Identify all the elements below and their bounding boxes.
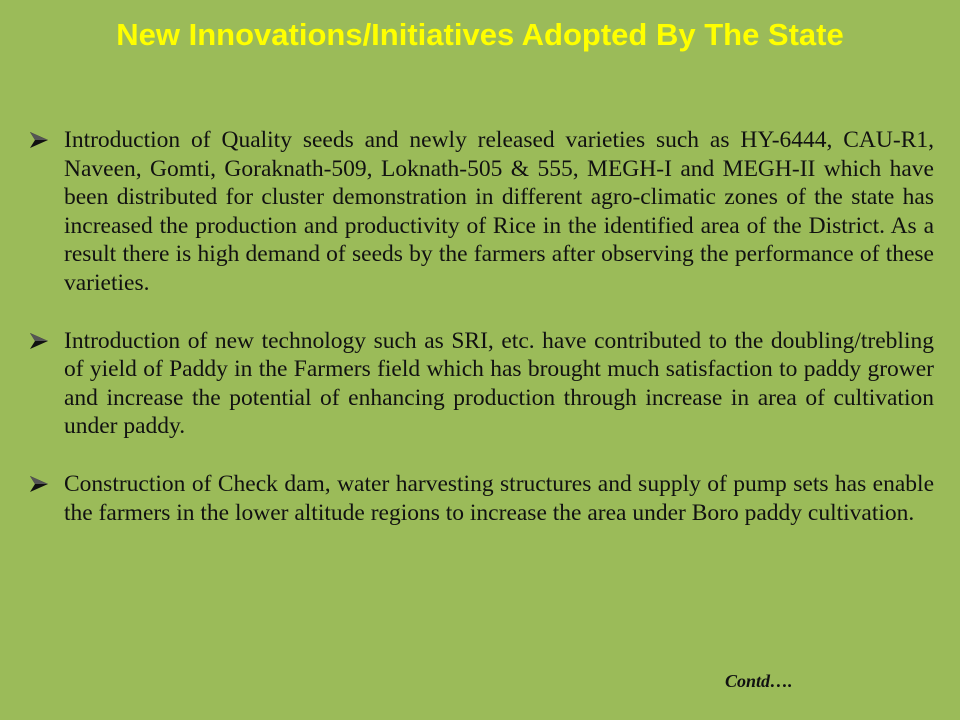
bullet-text: Introduction of new technology such as SRI, etc. have contributed to the doubling/trebling of yield of Paddy in the Farmers field which has brought much satisfaction to paddy grower and increase the potential of enhancing production through increase in area of cultivation under paddy. <box>64 327 934 440</box>
slide-title: New Innovations/Initiatives Adopted By The State <box>116 17 844 52</box>
arrowhead-bullet-icon <box>30 333 48 349</box>
bullet-item-3 <box>28 470 934 527</box>
arrowhead-bullet-icon <box>30 132 48 148</box>
bullet-item-2 <box>28 327 934 441</box>
continued-note: Contd…. <box>725 671 793 691</box>
bullet-list <box>28 126 934 556</box>
arrowhead-bullet-icon <box>30 476 48 492</box>
bullet-text: Construction of Check dam, water harvesting structures and supply of pump sets has enable the farmers in the lower altitude regions to increase the area under Boro paddy cultivation. <box>64 470 934 526</box>
bullet-text: Introduction of Quality seeds and newly released varieties such as HY-6444, CAU-R1, Naveen, Gomti, Goraknath-509, Loknath-505 & 555, MEGH-I and MEGH-II which have been distributed for cluster demonstration in different agro-climatic zones of the state has increased the production and productivity of Rice in the identified area of the District. As a result there is high demand of seeds by the farmers after observing the performance of these varieties. <box>64 127 934 296</box>
bullet-item-1 <box>28 126 934 298</box>
